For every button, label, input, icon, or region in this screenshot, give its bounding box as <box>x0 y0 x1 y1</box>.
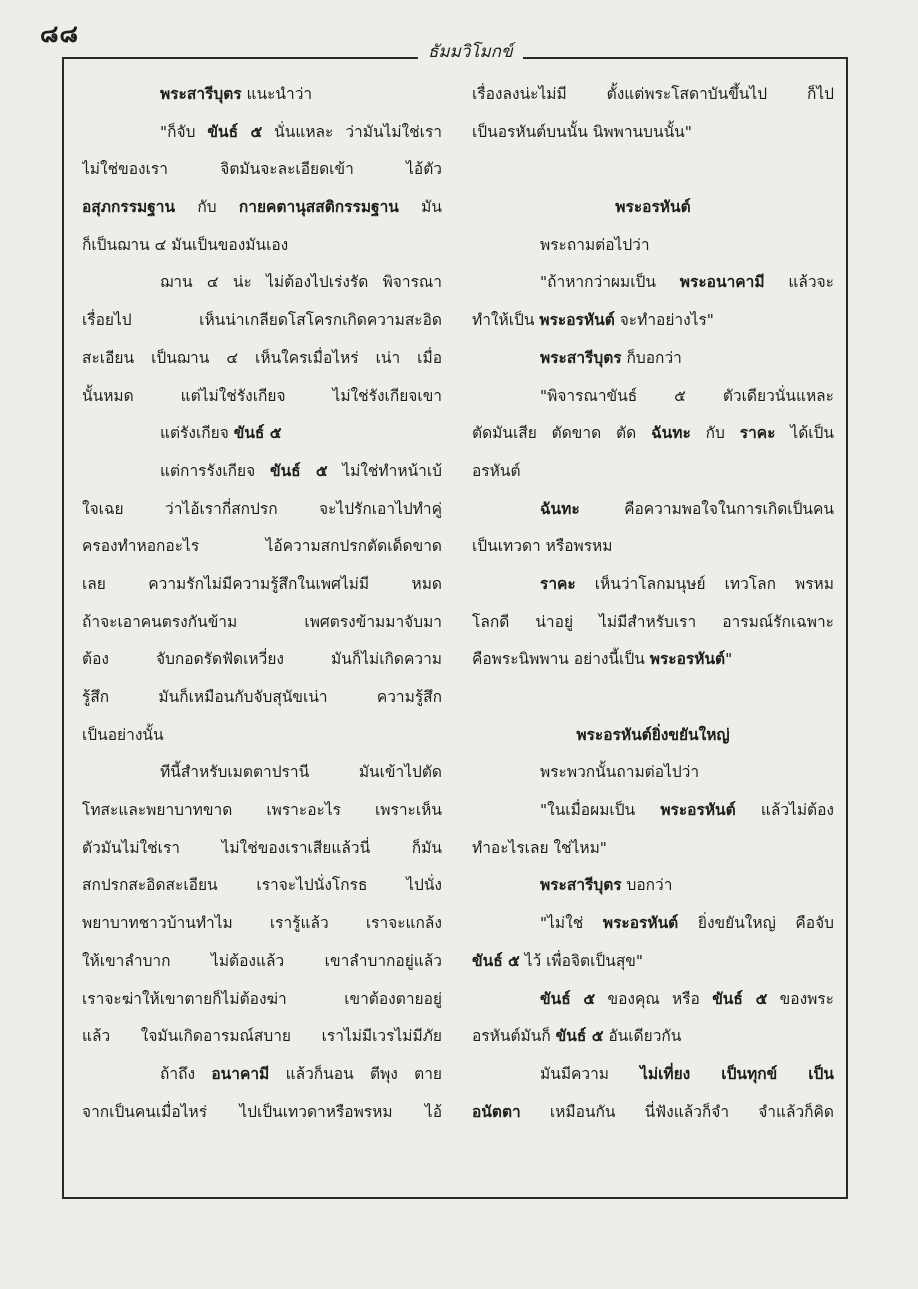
text-line: ขันธ์ ๕ ไว้ เพื่อจิตเป็นสุข" <box>472 951 644 970</box>
text-line: มันมีความ ไม่เที่ยง เป็นทุกข์ เป็น <box>540 1064 834 1083</box>
text-line: อนัตตา เหมือนกัน นี่ฟังแล้วก็จำ จำแล้วก็คิด <box>472 1102 834 1121</box>
text-line: ก็เป็นฌาน ๔ มันเป็นของมันเอง <box>82 235 289 254</box>
page-number: ๘๘ <box>40 20 80 48</box>
text-line <box>472 151 834 189</box>
text-line: "ไม่ใช่ พระอรหันต์ ยิ่งขยันใหญ่ คือจับ <box>540 914 834 933</box>
text-line: นั้นหมด แต่ไม่ใช่รังเกียจ ไม่ใช่รังเกียจเขา <box>82 386 442 405</box>
text-line: ทีนี้สำหรับเมตตาปรานี มันเข้าไปตัด <box>160 763 442 782</box>
text-line: เรื่องลงน่ะไม่มี ตั้งแต่พระโสดาบันขึ้นไป ก็ไป <box>472 85 834 103</box>
text-line: ถ้าจะเอาคนตรงกันข้าม เพศตรงข้ามมาจับมา <box>82 612 442 631</box>
text-line: พระสารีบุตร บอกว่า <box>540 876 673 895</box>
text-line: ฉันทะ คือความพอใจในการเกิดเป็นคน <box>540 499 834 518</box>
text-line: เรื่อยไป เห็นน่าเกลียดโสโครกเกิดความสะอิด <box>82 311 442 330</box>
text-line: พระสารีบุตร แนะนำว่า <box>160 85 313 103</box>
text-line: ไม่ใช่ของเรา จิตมันจะละเอียดเข้า ไอ้ตัว <box>82 160 442 179</box>
text-line: ฌาน ๔ น่ะ ไม่ต้องไปเร่งรัด พิจารณา <box>160 273 442 292</box>
text-line: พยาบาทชาวบ้านทำไม เรารู้แล้ว เราจะแกล้ง <box>82 914 442 933</box>
text-line: รู้สึก มันก็เหมือนกับจับสุนัขเน่า ความรู้สึก <box>82 688 442 706</box>
text-line: ตัดมันเสีย ตัดขาด ตัด ฉันทะ กับ ราคะ ได้เป็น <box>472 424 834 443</box>
text-line: ให้เขาลำบาก ไม่ต้องแล้ว เขาลำบากอยู่แล้ว <box>82 951 442 970</box>
text-line: แต่การรังเกียจ ขันธ์ ๕ ไม่ใช่ทำหน้าเบ้ <box>160 461 442 480</box>
section-heading: พระอรหันต์ <box>615 198 691 217</box>
text-line: อรหันต์มันก็ ขันธ์ ๕ อันเดียวกัน <box>472 1027 682 1046</box>
text-line: แต่รังเกียจ ขันธ์ ๕ <box>160 424 282 443</box>
text-line: จากเป็นคนเมื่อไหร่ ไปเป็นเทวดาหรือพรหม ไอ้ <box>82 1102 442 1121</box>
right-column <box>472 76 834 1131</box>
text-line: ใจเฉย ว่าไอ้เรากี่สกปรก จะไปรักเอาไปทำคู่ <box>82 499 442 518</box>
text-line: ทำอะไรเลย ใช่ไหม" <box>472 838 607 857</box>
section-heading: พระอรหันต์ยิ่งขยันใหญ่ <box>576 725 730 744</box>
text-line: โทสะและพยาบาทขาด เพราะอะไร เพราะเห็น <box>82 801 442 820</box>
text-line: อสุภกรรมฐาน กับ กายคตานุสสติกรรมฐาน มัน <box>82 198 442 217</box>
text-line: พระพวกนั้นถามต่อไปว่า <box>540 763 700 782</box>
text-line: ครองทำหอกอะไร ไอ้ความสกปรกตัดเด็ดขาด <box>82 537 442 556</box>
text-line: ขันธ์ ๕ ของคุณ หรือ ขันธ์ ๕ ของพระ <box>540 989 834 1008</box>
text-line: ทำให้เป็น พระอรหันต์ จะทำอย่างไร" <box>472 311 714 330</box>
text-line: ราคะ เห็นว่าโลกมนุษย์ เทวโลก พรหม <box>540 574 834 593</box>
text-line: ตัวมันไม่ใช่เรา ไม่ใช่ของเราเสียแล้วนี่ ก็มัน <box>82 838 442 857</box>
text-line: คือพระนิพพาน อย่างนี้เป็น พระอรหันต์" <box>472 650 733 669</box>
text-line: สะเอียน เป็นฌาน ๔ เห็นใครเมื่อไหร่ เน่า เมื่อ <box>82 348 442 367</box>
text-line: สกปรกสะอิดสะเอียน เราจะไปนั่งโกรธ ไปนั่ง <box>82 876 442 895</box>
text-line: ต้อง จับกอดรัดฟัดเหวี่ยง มันก็ไม่เกิดความ <box>82 650 442 669</box>
text-line: อรหันต์ <box>472 461 521 480</box>
text-line: "พิจารณาขันธ์ ๕ ตัวเดียวนั่นแหละ <box>540 386 834 405</box>
text-line: พระถามต่อไปว่า <box>540 235 650 254</box>
text-line: "ถ้าหากว่าผมเป็น พระอนาคามี แล้วจะ <box>540 273 834 292</box>
running-title: ธัมมวิโมกข์ <box>418 38 523 65</box>
text-line <box>472 679 834 717</box>
text-line: "ในเมื่อผมเป็น พระอรหันต์ แล้วไม่ต้อง <box>540 801 834 820</box>
text-line: เป็นอย่างนั้น <box>82 725 164 744</box>
left-column <box>82 76 442 1131</box>
text-line: เราจะฆ่าให้เขาตายก็ไม่ต้องฆ่า เขาต้องตายอยู่ <box>82 989 442 1008</box>
text-line: เลย ความรักไม่มีความรู้สึกในเพศไม่มี หมด <box>82 574 442 593</box>
text-line: "ก็จับ ขันธ์ ๕ นั่นแหละ ว่ามันไม่ใช่เรา <box>160 122 442 141</box>
text-line: พระสารีบุตร ก็บอกว่า <box>540 348 682 367</box>
text-line: เป็นอรหันต์บนนั้น นิพพานบนนั้น" <box>472 122 692 141</box>
text-line: แล้ว ใจมันเกิดอารมณ์สบาย เราไม่มีเวรไม่มีภัย <box>82 1027 442 1046</box>
text-line: เป็นเทวดา หรือพรหม <box>472 537 613 556</box>
text-line: โลกดี น่าอยู่ ไม่มีสำหรับเรา อารมณ์รักเฉพาะ <box>472 612 834 631</box>
text-line: ถ้าถึง อนาคามี แล้วก็นอน ตีพุง ตาย <box>160 1064 442 1083</box>
